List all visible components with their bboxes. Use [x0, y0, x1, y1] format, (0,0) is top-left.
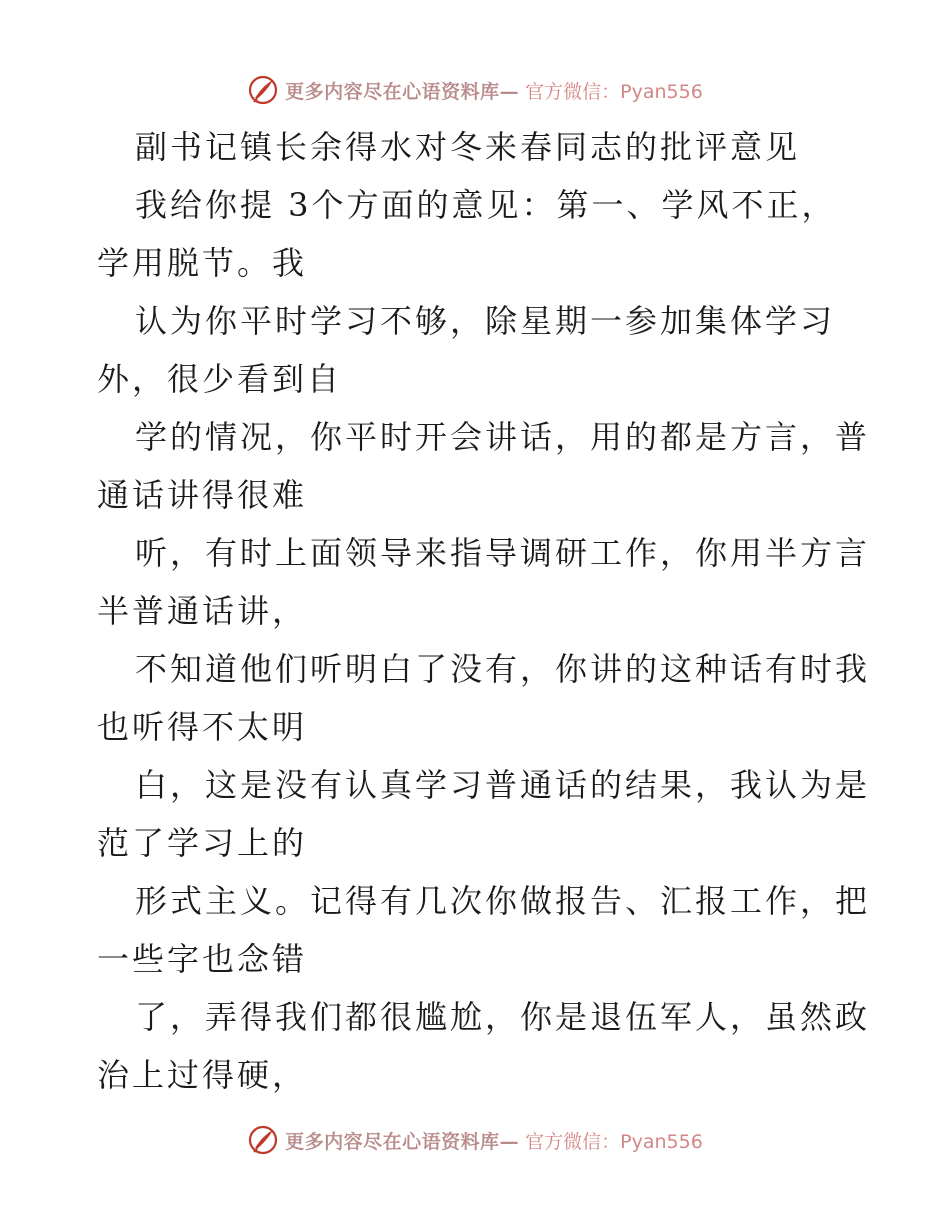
paragraph-line: 认为你平时学习不够，除星期一参加集体学习	[135, 302, 836, 340]
paragraph-line: 学的情况，你平时开会讲话，用的都是方言，普	[135, 418, 871, 456]
paragraph-line: 听，有时上面领导来指导调研工作，你用半方言	[135, 534, 871, 572]
paragraph-line: 通话讲得很难	[97, 476, 308, 514]
paragraph-line: 一些字也念错	[97, 940, 308, 978]
footer-contact-text: 官方微信：Pyan556	[525, 1130, 703, 1153]
paragraph-line: 了，弄得我们都很尴尬，你是退伍军人，虽然政	[135, 998, 871, 1036]
header-banner	[0, 70, 950, 110]
paragraph-line: 不知道他们听明白了没有，你讲的这种话有时我	[135, 650, 871, 688]
footer-promo-text: 更多内容尽在心语资料库—	[285, 1130, 520, 1153]
paragraph-line: 治上过得硬，	[97, 1056, 308, 1094]
paragraph-line: 白，这是没有认真学习普通话的结果，我认为是	[135, 766, 871, 804]
footer-banner	[0, 1120, 950, 1160]
document-title: 副书记镇长余得水对冬来春同志的批评意见	[135, 128, 801, 166]
paragraph-line: 也听得不太明	[97, 708, 308, 746]
paragraph-line: 半普通话讲，	[97, 592, 308, 630]
quill-pen-icon	[247, 74, 279, 106]
quill-pen-icon	[247, 1124, 279, 1156]
paragraph-line: 我给你提 3个方面的意见：第一、学风不正，	[135, 186, 837, 224]
document-body	[97, 118, 871, 1104]
paragraph-line: 外，很少看到自	[97, 360, 343, 398]
header-promo-text: 更多内容尽在心语资料库—	[285, 80, 520, 103]
paragraph-line: 范了学习上的	[97, 824, 308, 862]
paragraph-line: 形式主义。记得有几次你做报告、汇报工作，把	[135, 882, 871, 920]
header-contact-text: 官方微信：Pyan556	[525, 80, 703, 103]
paragraph-line: 学用脱节。我	[97, 244, 308, 282]
